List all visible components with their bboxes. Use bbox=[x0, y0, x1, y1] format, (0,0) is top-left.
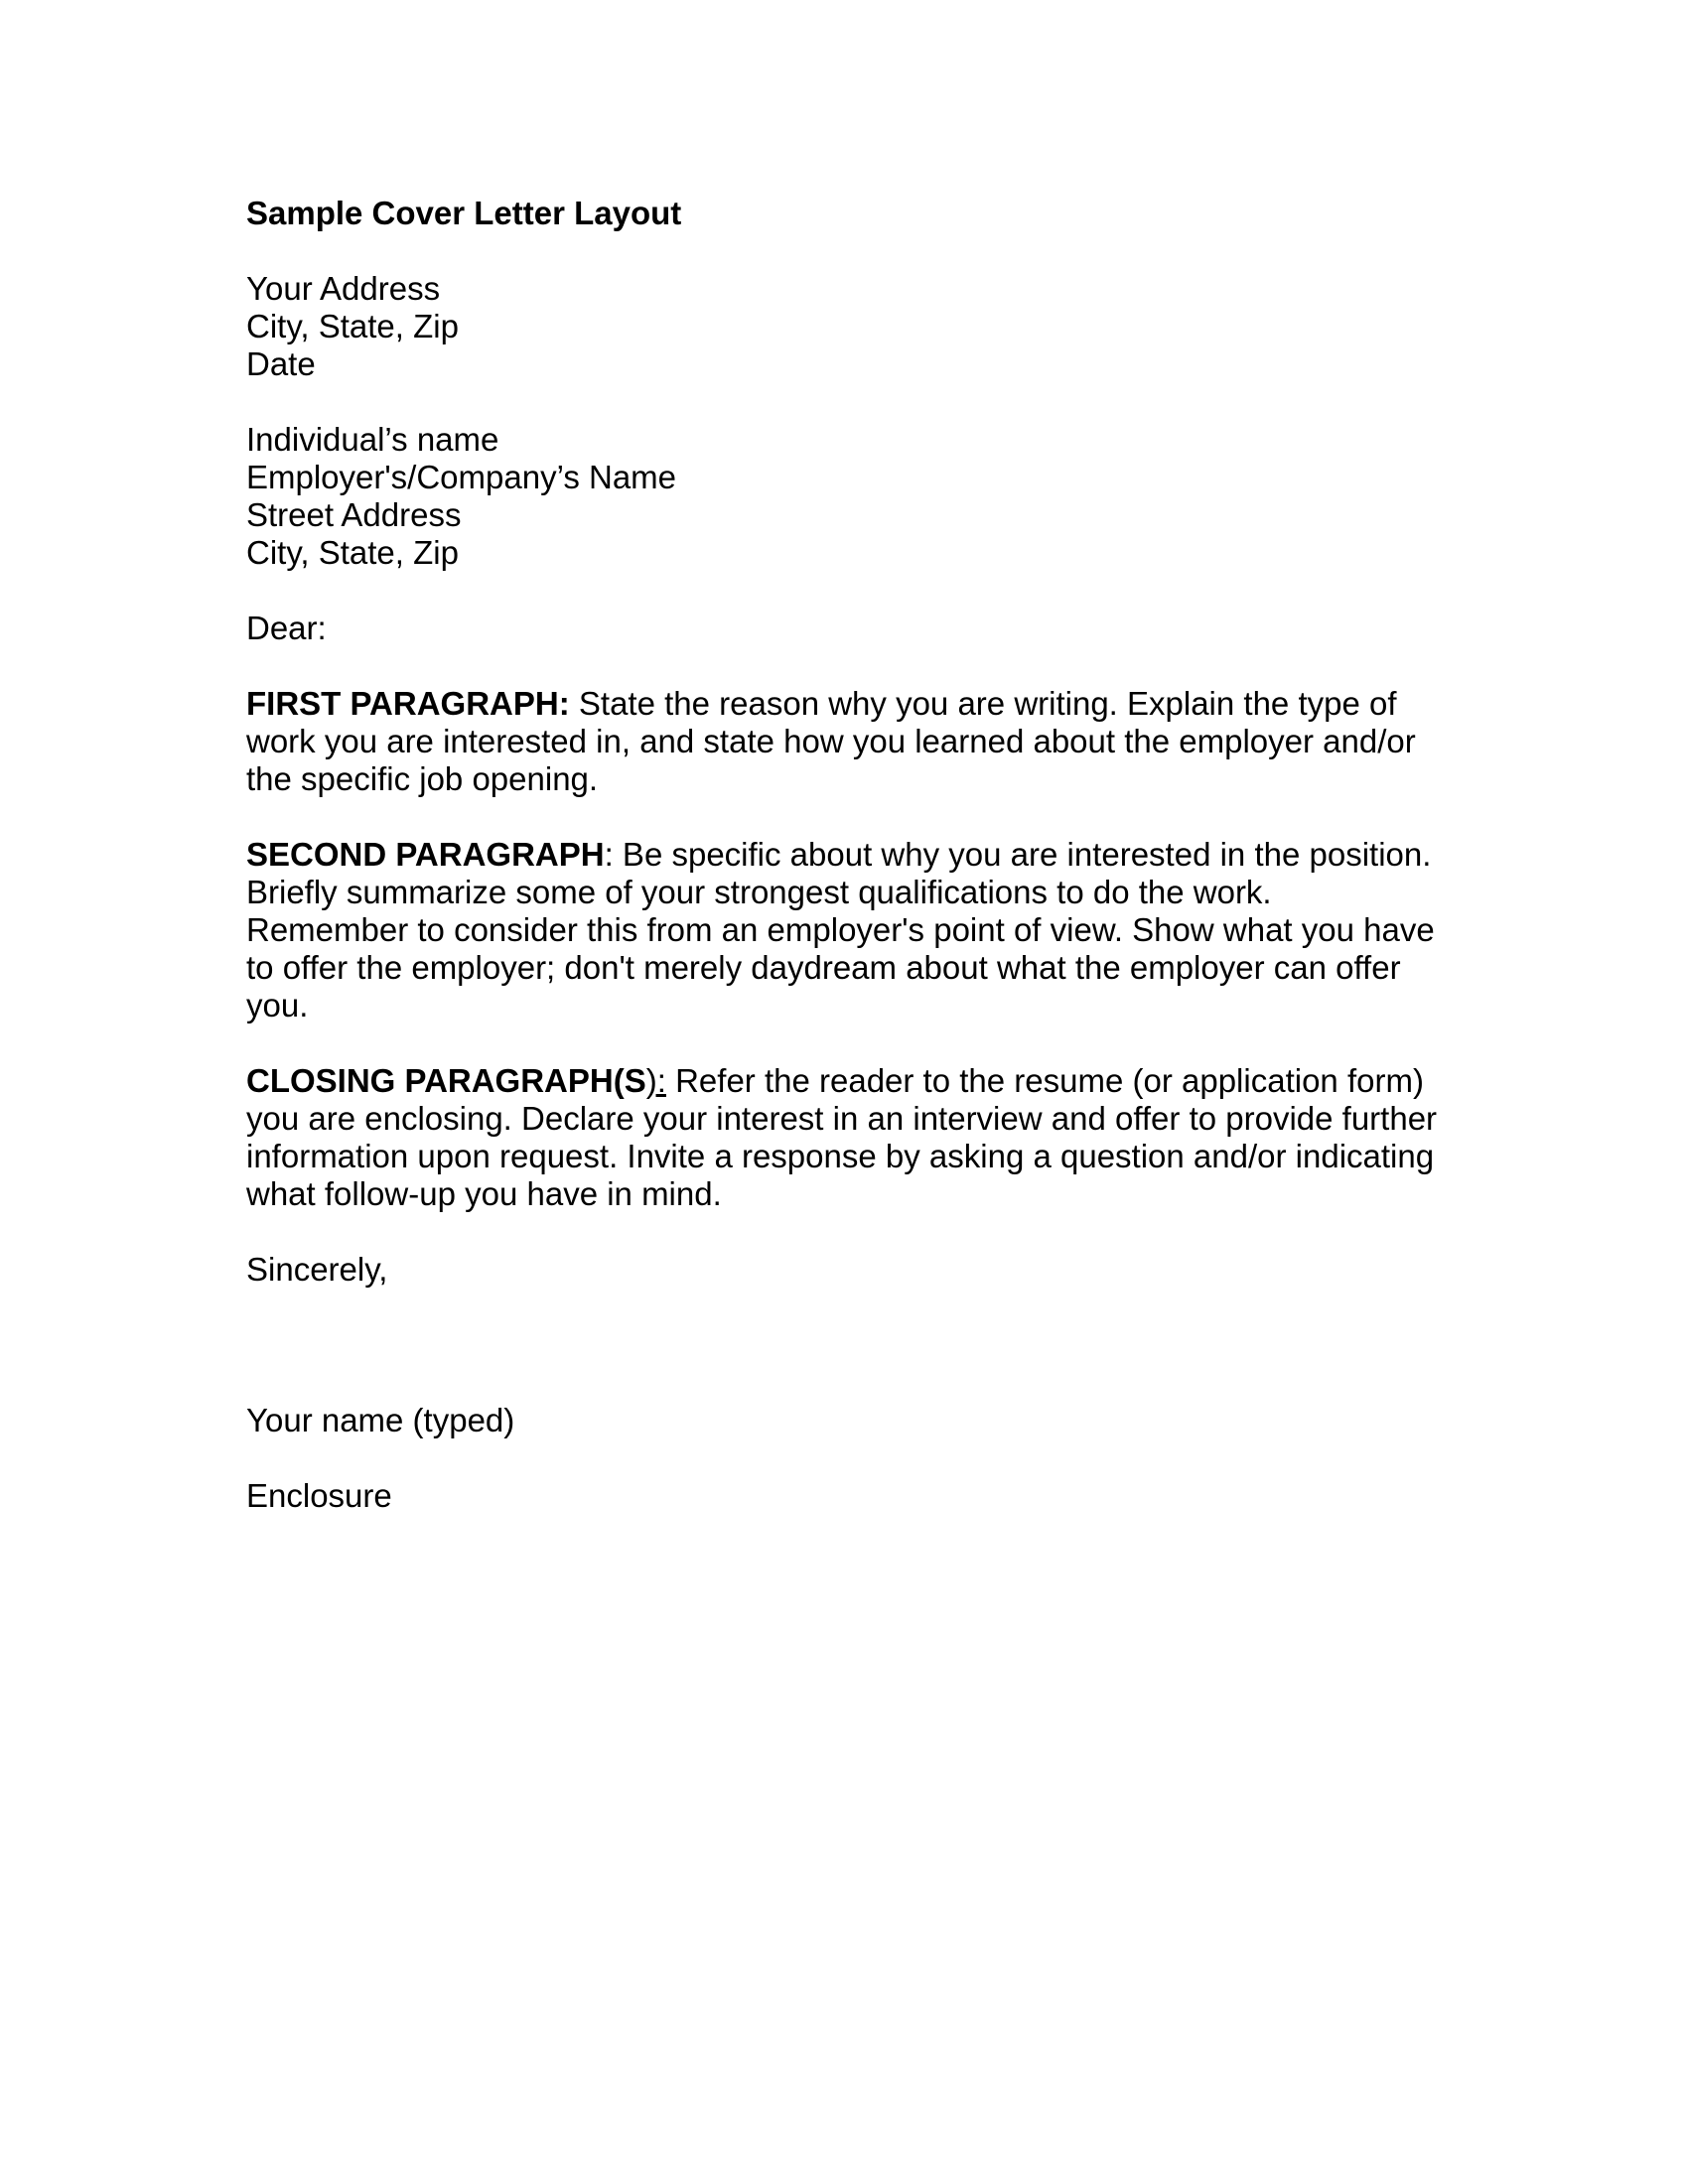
enclosure-notation: Enclosure bbox=[246, 1477, 392, 1514]
second-paragraph-lead: SECOND PARAGRAPH bbox=[246, 836, 605, 873]
document-title: Sample Cover Letter Layout bbox=[246, 195, 682, 231]
closing-paragraph-body: Refer the reader to the resume (or application form) you are enclosing. Declare your interest in an interview and offer to provide further information upon request. Invite a response by asking a question and/or indicating what follow-up you have in mind. bbox=[246, 1062, 1438, 1212]
closing-paragraph-lead: CLOSING PARAGRAPH(S bbox=[246, 1062, 646, 1099]
complimentary-close: Sincerely, bbox=[246, 1251, 388, 1288]
sender-address-block bbox=[246, 270, 1458, 383]
recipient-street: Street Address bbox=[246, 496, 462, 533]
recipient-city-state-zip: City, State, Zip bbox=[246, 534, 459, 571]
second-paragraph bbox=[246, 836, 1438, 1024]
salutation: Dear: bbox=[246, 610, 327, 646]
sender-date: Date bbox=[246, 345, 316, 382]
closing-paragraph-lead-punct: ): bbox=[645, 1062, 666, 1099]
recipient-company: Employer's/Company’s Name bbox=[246, 459, 677, 495]
first-paragraph-lead: FIRST PARAGRAPH: bbox=[246, 685, 570, 722]
sender-address: Your Address bbox=[246, 270, 441, 307]
sender-city-state-zip: City, State, Zip bbox=[246, 308, 459, 344]
closing-paragraph bbox=[246, 1062, 1438, 1213]
second-paragraph-body: : Be specific about why you are interested in the position. Briefly summarize some of your strongest qualifications to do the work. Remember to consider this from an employer's point of view. Show what you have to offer the employer; don't merely daydream about what the employer can offer you. bbox=[246, 836, 1435, 1024]
signature-space bbox=[246, 1289, 1458, 1402]
cover-letter-page bbox=[246, 195, 1458, 1515]
recipient-address-block bbox=[246, 421, 1458, 572]
typed-name: Your name (typed) bbox=[246, 1402, 515, 1438]
recipient-individual: Individual’s name bbox=[246, 421, 499, 458]
first-paragraph bbox=[246, 685, 1438, 798]
first-paragraph-body: State the reason why you are writing. Explain the type of work you are interested in, and state how you learned about the employer and/or the specific job opening. bbox=[246, 685, 1416, 797]
